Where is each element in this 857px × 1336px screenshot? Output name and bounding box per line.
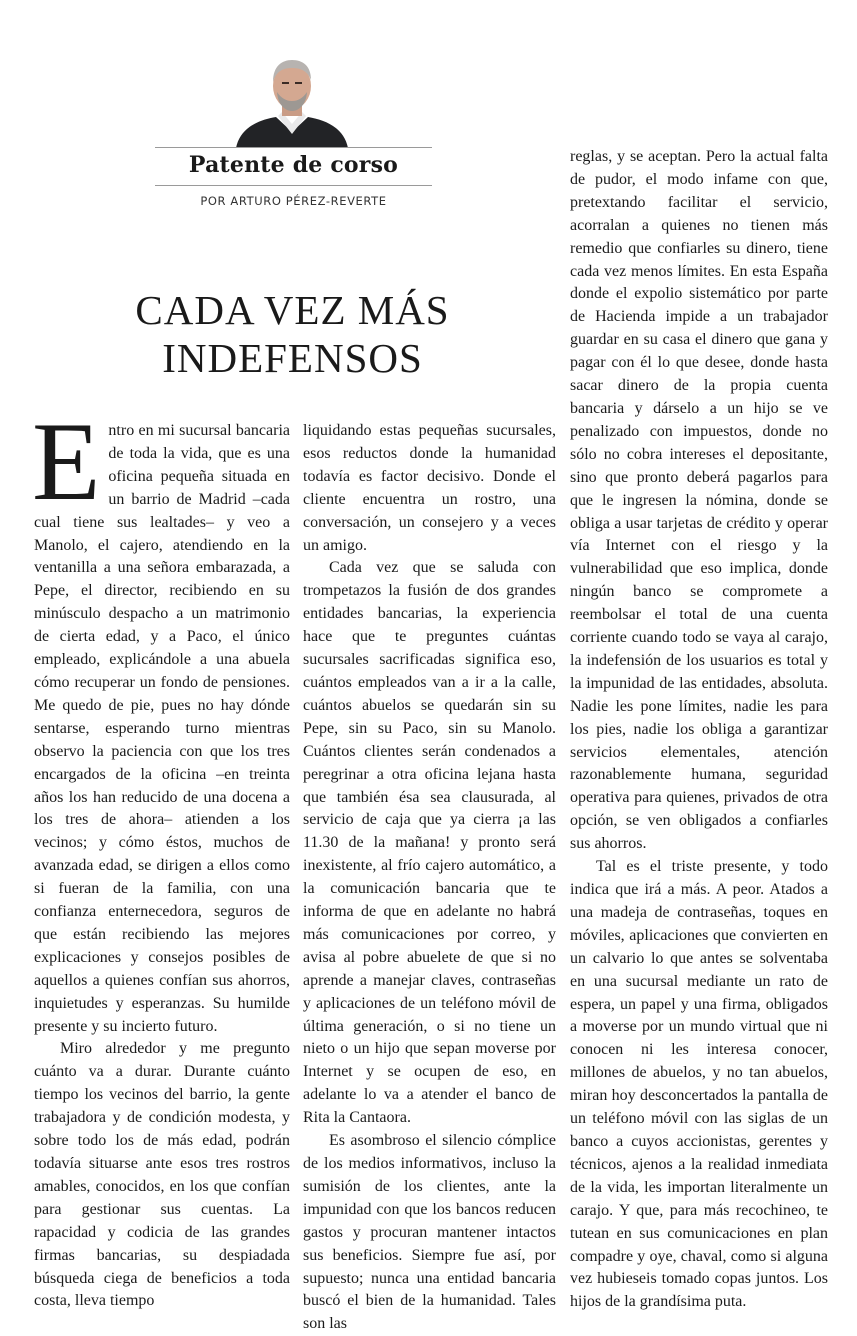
header-rule-bottom <box>155 185 432 186</box>
paragraph-text: ntro en mi sucursal bancaria de toda la vida, que es una oficina pequeña situada en un barrio de Madrid –cada cual tiene sus lealtades– y veo a Manolo, el cajero, atendiendo en la ventanilla a una señora embarazada, a Pepe, el director, recibiendo en su minúsculo despacho a un matrimonio de cierta edad, y a Paco, el único empleado, explicándole a una abuela cómo recuperar un fondo de pensiones. Me quedo de pie, pues no hay dónde sentarse, esperando turno mientras observo la paciencia con que los tres encargados de la oficina –en treinta años los han reducido de una docena a los tres de ahora– atienden a los vecinos; y cómo éstos, muchos de avanzada edad, se dirigen a ellos como si fueran de la familia, con una confianza enternecedora, seguros de que están recibiendo las mejores explicaciones y consejos posibles de aquellos a quienes confían sus ahorros, inquietudes y esperanzas. Su humilde presente y su incierto futuro. <box>34 422 290 1035</box>
headline-line-2: INDEFENSOS <box>162 335 423 381</box>
byline: POR ARTURO PÉREZ-REVERTE <box>200 194 387 208</box>
paragraph: reglas, y se aceptan. Pero la actual falta de pudor, el modo infame con que, pretextando facilitar el servicio, acorralan a quienes no tienen más remedio que confiarles su dinero, tiene cada vez menos límites. En esta España donde el expolio sistemático por parte de Hacienda impide a un trabajador guardar en su casa el dinero que gana y pagar con él lo que desee, donde hasta sacar dinero de la propia cuenta bancaria y dárselo a un hijo se ve penalizado con impuestos, donde no sólo no cobra intereses el depositante, sino que pronto deberá pagarlos para que le ingresen la nómina, donde se obliga a usar tarjetas de crédito y operar vía Internet con el riesgo y la vulnerabilidad que eso implica, donde ningún banco se compromete a reembolsar el total de una cuenta corriente cuando todo se vaya al carajo, la indefensión de los usuarios es total y la impunidad de las entidades, absoluta. Nadie les pone límites, nadie les para los pies, nadie los obliga a garantizar servicios elementales, atención razonablemente humana, seguridad operativa para quienes, privados de otra opción, se ven obligados a confiarles sus ahorros. <box>570 148 828 853</box>
article-column-2 <box>303 420 556 1336</box>
header-rule-top <box>155 147 432 148</box>
headline-line-1: CADA VEZ MÁS <box>135 287 450 333</box>
drop-cap: E <box>32 400 101 524</box>
article-column-3 <box>570 146 828 1314</box>
paragraph: Tal es el triste presente, y todo indica que irá a más. A peor. Atados a una madeja de contraseñas, toques en móviles, aplicaciones que convierten en un calvario lo que antes se solventaba en una sucursal mediante un rato de espera, un papel y una firma, obligados a moverse por un mundo virtual que ni conocen ni les interesa conocer, millones de abuelos, y no tan abuelos, miran hoy desconcertados la pantalla de un teléfono móvil con las siglas de un banco a cuyos accionistas, gerentes y técnicos, ajenos a la realidad inmediata de la vida, les importan literalmente un carajo. Y que, para más recochineo, te tutean en sus comunicaciones en plan compadre y oye, chaval, como si alguna vez hubieseis tomado copas juntos. Los hijos de la grandísima puta. <box>570 858 828 1311</box>
paragraph: liquidando estas pequeñas sucursales, esos reductos donde la humanidad todavía es factor decisivo. Donde el cliente encuentra un rostro, una conversación, un consejero y a veces un amigo. <box>303 422 556 554</box>
column-name: Patente de corso <box>188 152 399 178</box>
headline <box>120 286 465 382</box>
paragraph <box>32 400 290 1038</box>
paragraph: Es asombroso el silencio cómplice de los medios informativos, incluso la sumisión de los clientes, ante la impunidad con que los bancos reducen gastos y procuran mantener intactos sus beneficios. Siempre fue así, por supuesto; nunca una entidad bancaria buscó el bien de la humanidad. Tales son las <box>303 1132 556 1333</box>
paragraph: Miro alrededor y me pregunto cuánto va a durar. Durante cuánto tiempo los vecinos del barrio, la gente trabajadora y de condición modesta, y sobre todo los de más edad, podrán todavía situarse ante esos tres rostros amables, conocidos, en los que confían para gestionar sus cuentas. La rapacidad y codicia de las grandes firmas bancarias, su despiadada búsqueda ciega de beneficios a toda costa, lleva tiempo <box>34 1040 290 1310</box>
author-photo <box>232 54 352 148</box>
paragraph: Cada vez que se saluda con trompetazos la fusión de dos grandes entidades bancarias, la experiencia hace que te preguntes cuántas sucursales sacrificadas significa eso, cuántos empleados van a ir a la calle, cuántos abuelos se quedarán sin su Pepe, sin su Paco, sin su Manolo. Cuántos clientes serán condenados a peregrinar a otra oficina lejana hasta que también ésa sea clausurada, al servicio de caja que ya cierra ¡a las 11.30 de la mañana! y pronto será inexistente, al frío cajero automático, a la comunicación bancaria que te informa de que en adelante no habrá más comunicaciones por correo, y avisa al pobre abuelete de que si no aprende a manejar claves, contraseñas y aplicaciones de un teléfono móvil de última generación, o si no tiene un nieto o un hijo que sepan moverse por Internet y se ocupen de eso, en adelante lo va a atender el banco de Rita la Cantaora. <box>303 559 556 1127</box>
article-column-1 <box>32 400 290 1313</box>
